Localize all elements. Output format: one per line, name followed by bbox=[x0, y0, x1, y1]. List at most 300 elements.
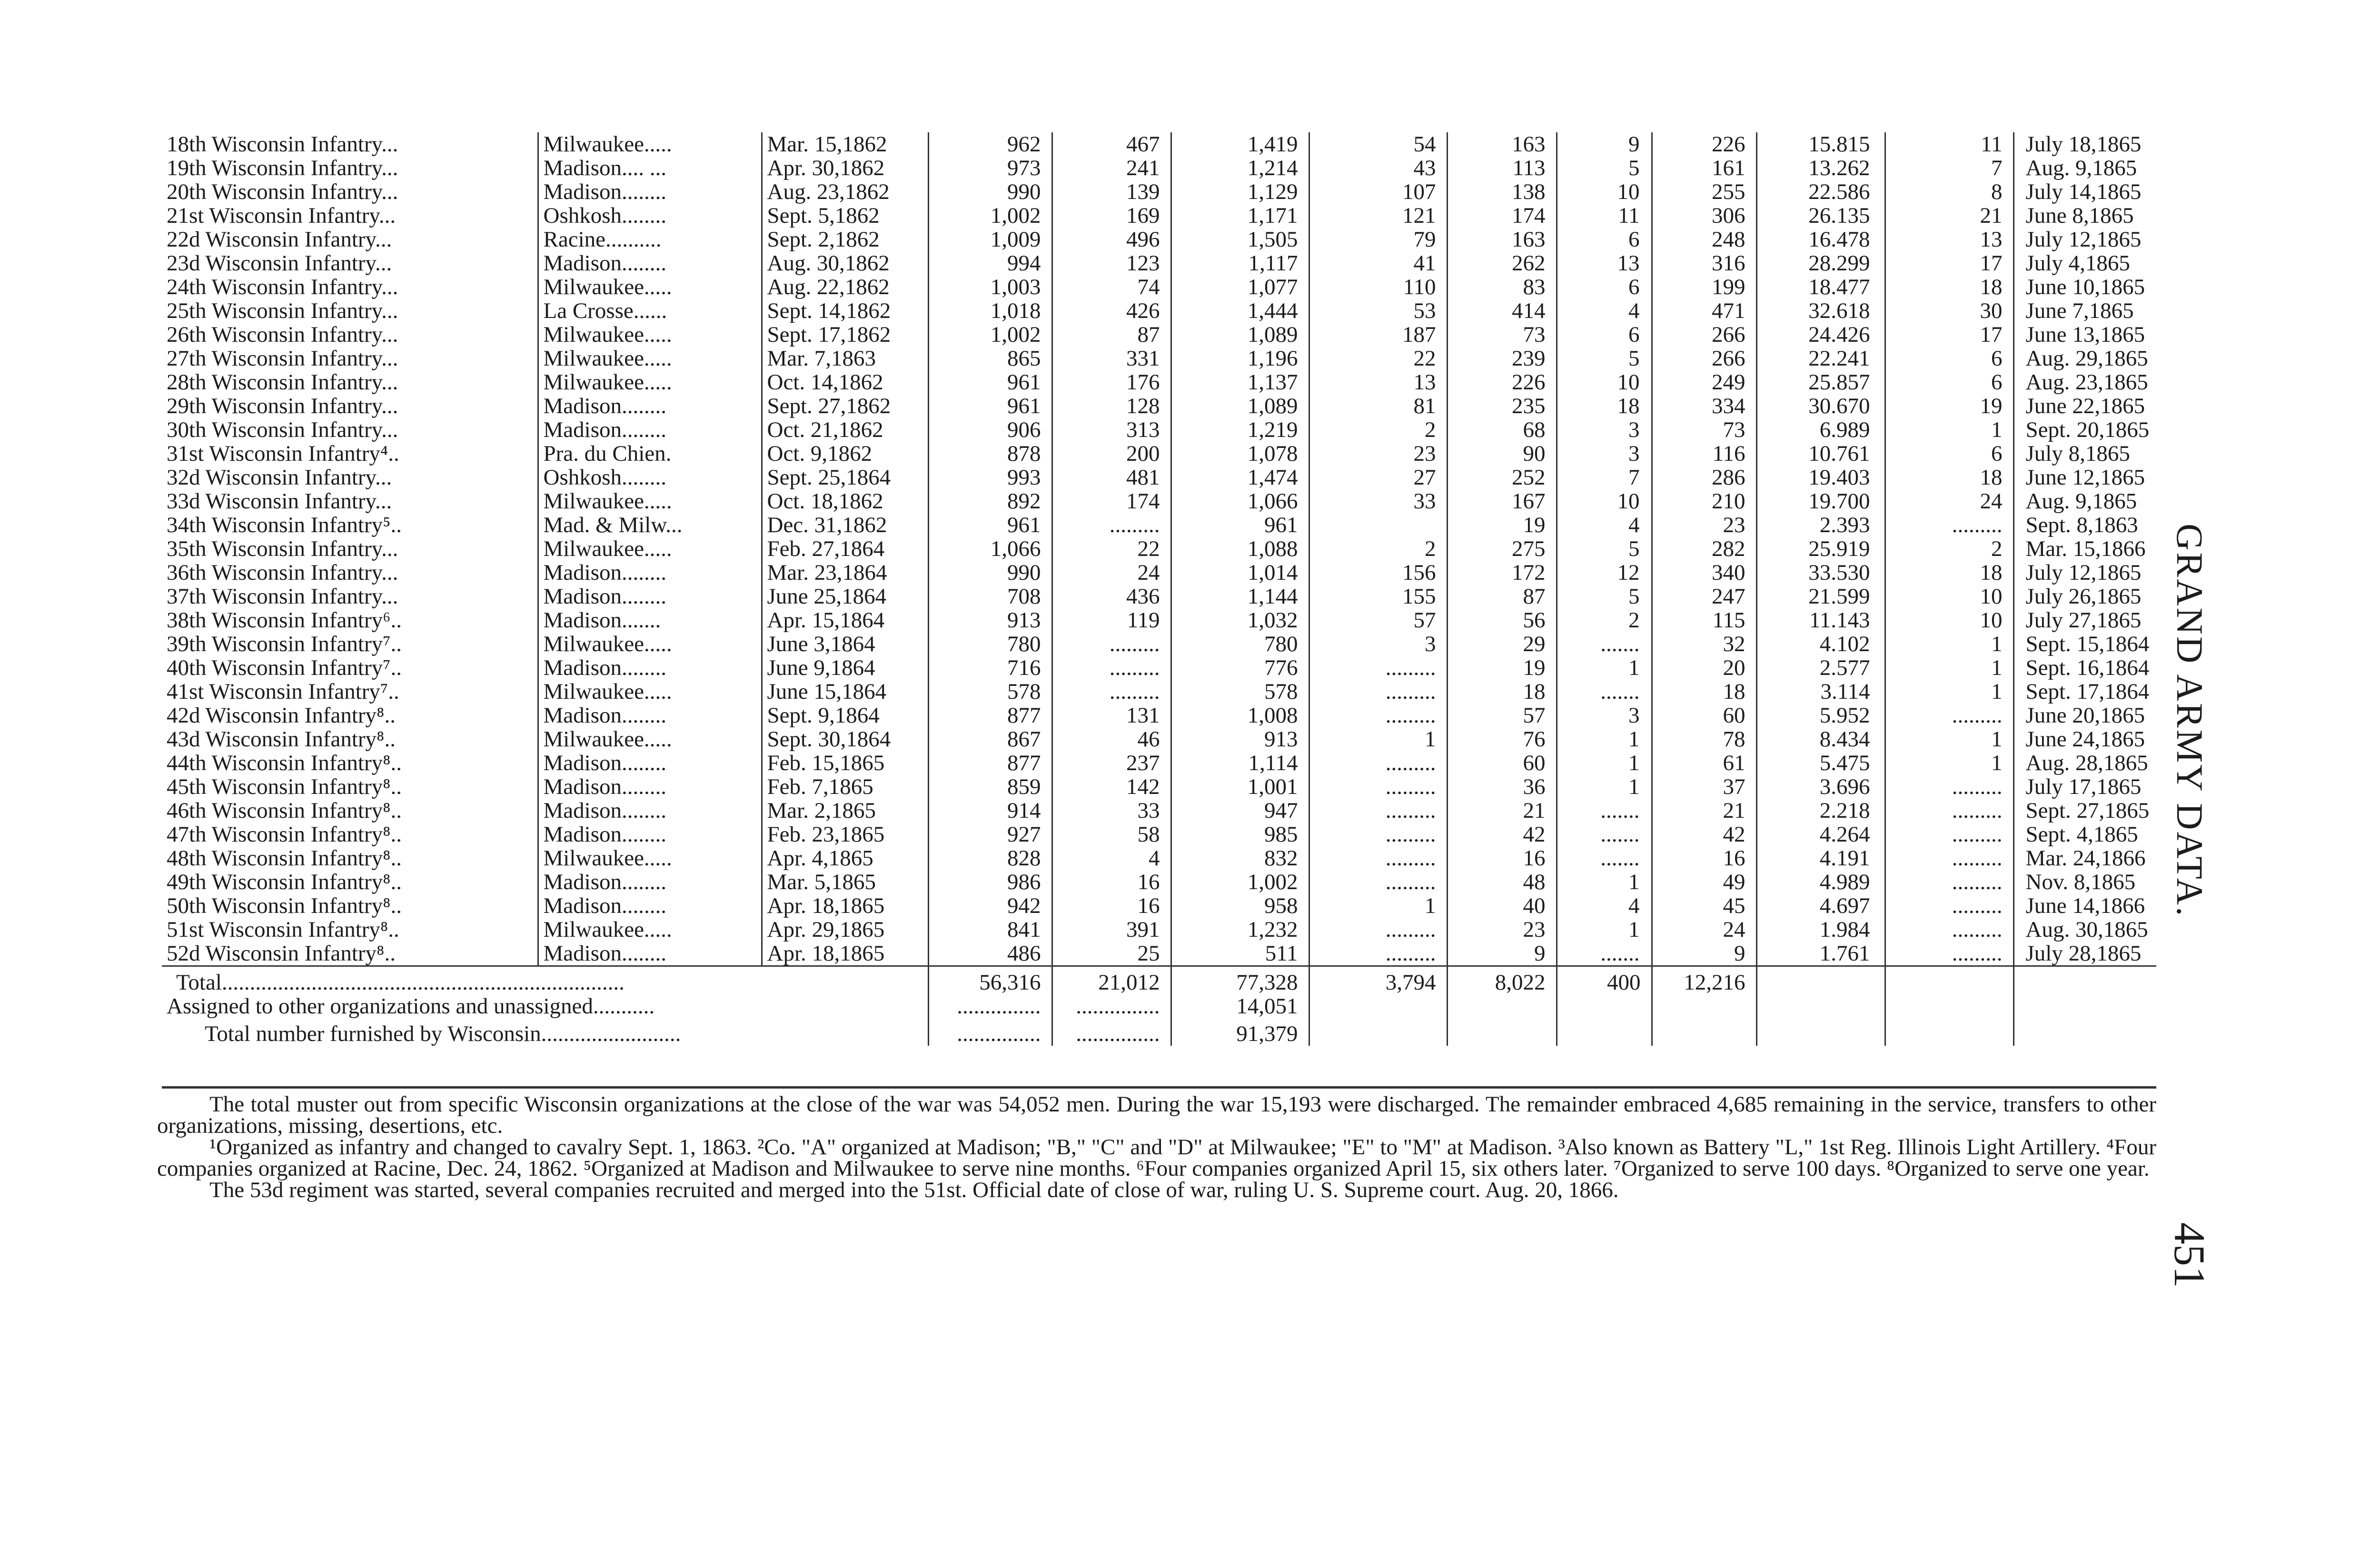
table-row bbox=[162, 751, 2156, 775]
col-6-cell: 1,002 bbox=[1171, 870, 1309, 894]
total-cell: 77,328 bbox=[1171, 966, 1309, 995]
col-6-cell: 1,444 bbox=[1171, 299, 1309, 323]
col-12-cell: 10 bbox=[1885, 608, 2013, 632]
col-4-cell: 990 bbox=[928, 561, 1052, 585]
col-8-cell: 90 bbox=[1447, 442, 1557, 466]
assigned-dots: ............... bbox=[1052, 994, 1171, 1018]
col-7-cell: 3 bbox=[1309, 632, 1447, 656]
regiment-name-cell: 32d Wisconsin Infantry... bbox=[167, 466, 392, 489]
date-closed-cell: June 22,1865 bbox=[2013, 394, 2156, 418]
table-row bbox=[162, 941, 2156, 966]
col-4-cell: 913 bbox=[928, 608, 1052, 632]
col-12-cell: 1 bbox=[1885, 680, 2013, 704]
col-6-cell: 1,001 bbox=[1171, 775, 1309, 799]
date-closed-cell: June 24,1865 bbox=[2013, 727, 2156, 751]
col-6-cell: 1,032 bbox=[1171, 608, 1309, 632]
date-closed-cell: Aug. 29,1865 bbox=[2013, 347, 2156, 370]
col-11-cell: 4.264 bbox=[1756, 823, 1885, 846]
place-organized-cell: Milwaukee..... bbox=[538, 918, 762, 941]
col-12-cell: ......... bbox=[1885, 704, 2013, 727]
place-organized-cell: Madison........ bbox=[538, 418, 762, 442]
date-organized-cell: Apr. 18,1865 bbox=[762, 894, 928, 918]
date-closed-cell: Aug. 30,1865 bbox=[2013, 918, 2156, 941]
col-5-cell: 123 bbox=[1052, 251, 1171, 275]
col-7-cell: 54 bbox=[1309, 132, 1447, 156]
col-8-cell: 29 bbox=[1447, 632, 1557, 656]
table-row bbox=[162, 323, 2156, 347]
place-organized-cell: Madison........ bbox=[538, 585, 762, 608]
furnished-label: Total number furnished by Wisconsin......................... bbox=[205, 1021, 681, 1046]
col-11-cell: 4.989 bbox=[1756, 870, 1885, 894]
col-10-cell: 199 bbox=[1652, 275, 1756, 299]
col-5-cell: 16 bbox=[1052, 870, 1171, 894]
total-cell: 12,216 bbox=[1652, 966, 1756, 995]
col-11-cell: 5.475 bbox=[1756, 751, 1885, 775]
col-8-cell: 18 bbox=[1447, 680, 1557, 704]
place-organized-cell: Madison........ bbox=[538, 394, 762, 418]
col-11-cell: 2.577 bbox=[1756, 656, 1885, 680]
col-8-cell: 87 bbox=[1447, 585, 1557, 608]
place-organized-cell: Milwaukee..... bbox=[538, 132, 762, 156]
table-row bbox=[162, 156, 2156, 180]
col-4-cell: 867 bbox=[928, 727, 1052, 751]
col-7-cell: 1 bbox=[1309, 894, 1447, 918]
date-organized-cell: Sept. 25,1864 bbox=[762, 466, 928, 489]
date-organized-cell: Feb. 15,1865 bbox=[762, 751, 928, 775]
col-6-cell: 1,114 bbox=[1171, 751, 1309, 775]
total-cell: 3,794 bbox=[1309, 966, 1447, 995]
regiment-name-cell: 48th Wisconsin Infantry⁸.. bbox=[167, 846, 402, 870]
col-11-cell: 13.262 bbox=[1756, 156, 1885, 180]
regiments-table bbox=[162, 132, 2156, 1046]
col-4-cell: 841 bbox=[928, 918, 1052, 941]
col-8-cell: 163 bbox=[1447, 228, 1557, 251]
regiment-name-cell: 46th Wisconsin Infantry⁸.. bbox=[167, 799, 402, 823]
col-7-cell: 41 bbox=[1309, 251, 1447, 275]
col-8-cell: 73 bbox=[1447, 323, 1557, 347]
col-5-cell: 331 bbox=[1052, 347, 1171, 370]
col-4-cell: 708 bbox=[928, 585, 1052, 608]
col-9-cell: 3 bbox=[1557, 418, 1652, 442]
date-organized-cell: June 25,1864 bbox=[762, 585, 928, 608]
col-10-cell: 282 bbox=[1652, 537, 1756, 561]
table-row bbox=[162, 442, 2156, 466]
date-organized-cell: June 3,1864 bbox=[762, 632, 928, 656]
col-8-cell: 275 bbox=[1447, 537, 1557, 561]
col-12-cell: ......... bbox=[1885, 823, 2013, 846]
col-10-cell: 32 bbox=[1652, 632, 1756, 656]
col-8-cell: 83 bbox=[1447, 275, 1557, 299]
col-10-cell: 9 bbox=[1652, 941, 1756, 966]
col-8-cell: 23 bbox=[1447, 918, 1557, 941]
table-row bbox=[162, 466, 2156, 489]
table-row bbox=[162, 727, 2156, 751]
date-organized-cell: June 15,1864 bbox=[762, 680, 928, 704]
col-9-cell: ....... bbox=[1557, 680, 1652, 704]
col-7-cell: 13 bbox=[1309, 370, 1447, 394]
col-7-cell: 33 bbox=[1309, 489, 1447, 513]
col-9-cell: 6 bbox=[1557, 275, 1652, 299]
empty-cell bbox=[1885, 966, 2013, 995]
col-4-cell: 828 bbox=[928, 846, 1052, 870]
date-organized-cell: Dec. 31,1862 bbox=[762, 513, 928, 537]
col-4-cell: 1,066 bbox=[928, 537, 1052, 561]
regiment-name-cell: 22d Wisconsin Infantry... bbox=[167, 228, 392, 251]
place-organized-cell: Mad. & Milw... bbox=[538, 513, 762, 537]
col-9-cell: 1 bbox=[1557, 727, 1652, 751]
empty-cell bbox=[1885, 1018, 2013, 1046]
date-closed-cell: July 26,1865 bbox=[2013, 585, 2156, 608]
col-12-cell: ......... bbox=[1885, 799, 2013, 823]
regiment-name-cell: 23d Wisconsin Infantry... bbox=[167, 251, 392, 275]
regiment-name-cell: 34th Wisconsin Infantry⁵.. bbox=[167, 513, 402, 537]
table-row bbox=[162, 799, 2156, 823]
col-4-cell: 1,002 bbox=[928, 323, 1052, 347]
col-12-cell: 18 bbox=[1885, 466, 2013, 489]
date-organized-cell: Mar. 23,1864 bbox=[762, 561, 928, 585]
col-7-cell: ......... bbox=[1309, 656, 1447, 680]
regiment-name-cell: 37th Wisconsin Infantry... bbox=[167, 585, 398, 608]
regiment-name-cell: 36th Wisconsin Infantry... bbox=[167, 561, 398, 585]
col-12-cell: 7 bbox=[1885, 156, 2013, 180]
col-4-cell: 942 bbox=[928, 894, 1052, 918]
date-organized-cell: Sept. 9,1864 bbox=[762, 704, 928, 727]
col-12-cell: 17 bbox=[1885, 323, 2013, 347]
col-9-cell: 1 bbox=[1557, 775, 1652, 799]
date-closed-cell: Aug. 9,1865 bbox=[2013, 156, 2156, 180]
col-7-cell: ......... bbox=[1309, 870, 1447, 894]
col-4-cell: 486 bbox=[928, 941, 1052, 966]
empty-cell bbox=[1447, 994, 1557, 1018]
place-organized-cell: Milwaukee..... bbox=[538, 370, 762, 394]
date-organized-cell: Oct. 18,1862 bbox=[762, 489, 928, 513]
col-12-cell: 1 bbox=[1885, 418, 2013, 442]
table-row bbox=[162, 846, 2156, 870]
col-8-cell: 172 bbox=[1447, 561, 1557, 585]
col-6-cell: 1,232 bbox=[1171, 918, 1309, 941]
col-9-cell: 5 bbox=[1557, 347, 1652, 370]
place-organized-cell: Oshkosh........ bbox=[538, 466, 762, 489]
table-row bbox=[162, 608, 2156, 632]
col-9-cell: 18 bbox=[1557, 394, 1652, 418]
col-11-cell: 8.434 bbox=[1756, 727, 1885, 751]
col-7-cell: 1 bbox=[1309, 727, 1447, 751]
col-4-cell: 578 bbox=[928, 680, 1052, 704]
col-11-cell: 2.393 bbox=[1756, 513, 1885, 537]
col-12-cell: 6 bbox=[1885, 442, 2013, 466]
date-closed-cell: July 18,1865 bbox=[2013, 132, 2156, 156]
date-closed-cell: Sept. 15,1864 bbox=[2013, 632, 2156, 656]
furnished-row bbox=[162, 1018, 2156, 1046]
col-12-cell: ......... bbox=[1885, 894, 2013, 918]
place-organized-cell: Racine.......... bbox=[538, 228, 762, 251]
col-8-cell: 174 bbox=[1447, 204, 1557, 228]
col-10-cell: 60 bbox=[1652, 704, 1756, 727]
col-12-cell: 1 bbox=[1885, 656, 2013, 680]
col-7-cell: 27 bbox=[1309, 466, 1447, 489]
date-closed-cell: June 13,1865 bbox=[2013, 323, 2156, 347]
col-7-cell: ......... bbox=[1309, 799, 1447, 823]
col-4-cell: 994 bbox=[928, 251, 1052, 275]
table-row bbox=[162, 370, 2156, 394]
table-row bbox=[162, 680, 2156, 704]
col-4-cell: 878 bbox=[928, 442, 1052, 466]
date-organized-cell: Oct. 14,1862 bbox=[762, 370, 928, 394]
col-10-cell: 210 bbox=[1652, 489, 1756, 513]
date-closed-cell: July 12,1865 bbox=[2013, 228, 2156, 251]
date-closed-cell: Mar. 24,1866 bbox=[2013, 846, 2156, 870]
date-organized-cell: Oct. 9,1862 bbox=[762, 442, 928, 466]
col-8-cell: 36 bbox=[1447, 775, 1557, 799]
table-row bbox=[162, 632, 2156, 656]
date-closed-cell: July 8,1865 bbox=[2013, 442, 2156, 466]
empty-cell bbox=[1652, 994, 1756, 1018]
regiment-name-cell: 43d Wisconsin Infantry⁸.. bbox=[167, 727, 396, 751]
regiment-name-cell: 41st Wisconsin Infantry⁷.. bbox=[167, 680, 399, 704]
col-6-cell: 1,088 bbox=[1171, 537, 1309, 561]
col-7-cell: ......... bbox=[1309, 918, 1447, 941]
regiment-name-cell: 42d Wisconsin Infantry⁸.. bbox=[167, 704, 396, 727]
date-organized-cell: Sept. 14,1862 bbox=[762, 299, 928, 323]
date-closed-cell: June 14,1866 bbox=[2013, 894, 2156, 918]
col-10-cell: 21 bbox=[1652, 799, 1756, 823]
place-organized-cell: Madison........ bbox=[538, 251, 762, 275]
regiment-name-cell: 33d Wisconsin Infantry... bbox=[167, 489, 392, 513]
col-10-cell: 161 bbox=[1652, 156, 1756, 180]
date-organized-cell: Aug. 22,1862 bbox=[762, 275, 928, 299]
place-organized-cell: Milwaukee..... bbox=[538, 537, 762, 561]
table-row bbox=[162, 656, 2156, 680]
empty-cell bbox=[2013, 994, 2156, 1018]
col-6-cell: 947 bbox=[1171, 799, 1309, 823]
place-organized-cell: Milwaukee..... bbox=[538, 489, 762, 513]
page-number: 451 bbox=[2165, 1222, 2214, 1288]
col-11-cell: 16.478 bbox=[1756, 228, 1885, 251]
date-organized-cell: Apr. 18,1865 bbox=[762, 941, 928, 966]
col-5-cell: 174 bbox=[1052, 489, 1171, 513]
col-10-cell: 255 bbox=[1652, 180, 1756, 204]
col-11-cell: 11.143 bbox=[1756, 608, 1885, 632]
table-row bbox=[162, 275, 2156, 299]
total-cell: 21,012 bbox=[1052, 966, 1171, 995]
date-closed-cell: Sept. 4,1865 bbox=[2013, 823, 2156, 846]
empty-cell bbox=[1309, 994, 1447, 1018]
col-11-cell: 18.477 bbox=[1756, 275, 1885, 299]
date-organized-cell: Oct. 21,1862 bbox=[762, 418, 928, 442]
footnote-summary: The total muster out from specific Wisconsin organizations at the close of the war was 54,052 men. During the war 15,193 were discharged. The remainder embraced 4,685 remaining in the service, transfers to other organizations, missing, desertions, etc. bbox=[157, 1092, 2156, 1138]
place-organized-cell: Milwaukee..... bbox=[538, 680, 762, 704]
date-organized-cell: Apr. 4,1865 bbox=[762, 846, 928, 870]
col-4-cell: 877 bbox=[928, 751, 1052, 775]
regiment-name-cell: 26th Wisconsin Infantry... bbox=[167, 323, 398, 347]
col-12-cell: 13 bbox=[1885, 228, 2013, 251]
col-4-cell: 716 bbox=[928, 656, 1052, 680]
col-7-cell: 155 bbox=[1309, 585, 1447, 608]
col-8-cell: 163 bbox=[1447, 132, 1557, 156]
col-4-cell: 892 bbox=[928, 489, 1052, 513]
table-row bbox=[162, 870, 2156, 894]
date-organized-cell: Apr. 30,1862 bbox=[762, 156, 928, 180]
col-6-cell: 1,077 bbox=[1171, 275, 1309, 299]
col-11-cell: 6.989 bbox=[1756, 418, 1885, 442]
col-10-cell: 23 bbox=[1652, 513, 1756, 537]
empty-cell bbox=[1557, 994, 1652, 1018]
regiment-name-cell: 50th Wisconsin Infantry⁸.. bbox=[167, 894, 402, 918]
col-4-cell: 962 bbox=[928, 132, 1052, 156]
col-9-cell: 10 bbox=[1557, 489, 1652, 513]
table-row bbox=[162, 204, 2156, 228]
col-9-cell: 1 bbox=[1557, 870, 1652, 894]
col-8-cell: 48 bbox=[1447, 870, 1557, 894]
regiment-name-cell: 18th Wisconsin Infantry... bbox=[167, 132, 398, 156]
col-11-cell: 22.586 bbox=[1756, 180, 1885, 204]
col-9-cell: 10 bbox=[1557, 180, 1652, 204]
col-7-cell bbox=[1309, 513, 1447, 537]
footnote-divider bbox=[162, 1086, 2156, 1089]
date-closed-cell: July 27,1865 bbox=[2013, 608, 2156, 632]
col-9-cell: 5 bbox=[1557, 585, 1652, 608]
col-10-cell: 247 bbox=[1652, 585, 1756, 608]
col-8-cell: 252 bbox=[1447, 466, 1557, 489]
col-5-cell: 176 bbox=[1052, 370, 1171, 394]
table-row bbox=[162, 585, 2156, 608]
col-10-cell: 266 bbox=[1652, 323, 1756, 347]
place-organized-cell: Milwaukee..... bbox=[538, 846, 762, 870]
col-12-cell: 1 bbox=[1885, 727, 2013, 751]
date-closed-cell: Sept. 16,1864 bbox=[2013, 656, 2156, 680]
col-7-cell: 2 bbox=[1309, 418, 1447, 442]
col-7-cell: ......... bbox=[1309, 680, 1447, 704]
date-closed-cell: Sept. 20,1865 bbox=[2013, 418, 2156, 442]
date-organized-cell: Apr. 15,1864 bbox=[762, 608, 928, 632]
col-9-cell: 2 bbox=[1557, 608, 1652, 632]
col-11-cell: 4.697 bbox=[1756, 894, 1885, 918]
table-row bbox=[162, 489, 2156, 513]
col-10-cell: 306 bbox=[1652, 204, 1756, 228]
date-organized-cell: Sept. 27,1862 bbox=[762, 394, 928, 418]
col-5-cell: 33 bbox=[1052, 799, 1171, 823]
place-organized-cell: Milwaukee..... bbox=[538, 323, 762, 347]
date-closed-cell: Aug. 9,1865 bbox=[2013, 489, 2156, 513]
col-5-cell: ......... bbox=[1052, 632, 1171, 656]
date-closed-cell: June 8,1865 bbox=[2013, 204, 2156, 228]
col-6-cell: 1,117 bbox=[1171, 251, 1309, 275]
col-7-cell: 57 bbox=[1309, 608, 1447, 632]
col-10-cell: 266 bbox=[1652, 347, 1756, 370]
col-11-cell: 26.135 bbox=[1756, 204, 1885, 228]
col-6-cell: 1,214 bbox=[1171, 156, 1309, 180]
col-8-cell: 262 bbox=[1447, 251, 1557, 275]
col-6-cell: 1,474 bbox=[1171, 466, 1309, 489]
col-12-cell: 18 bbox=[1885, 561, 2013, 585]
empty-cell bbox=[2013, 966, 2156, 995]
col-5-cell: 58 bbox=[1052, 823, 1171, 846]
col-9-cell: 4 bbox=[1557, 894, 1652, 918]
table-row bbox=[162, 132, 2156, 156]
col-5-cell: 25 bbox=[1052, 941, 1171, 966]
col-11-cell: 3.114 bbox=[1756, 680, 1885, 704]
col-7-cell: 53 bbox=[1309, 299, 1447, 323]
col-8-cell: 9 bbox=[1447, 941, 1557, 966]
col-7-cell: ......... bbox=[1309, 941, 1447, 966]
col-11-cell: 1.984 bbox=[1756, 918, 1885, 941]
col-10-cell: 334 bbox=[1652, 394, 1756, 418]
regiment-name-cell: 35th Wisconsin Infantry... bbox=[167, 537, 398, 561]
place-organized-cell: Madison........ bbox=[538, 751, 762, 775]
table-row bbox=[162, 561, 2156, 585]
place-organized-cell: La Crosse...... bbox=[538, 299, 762, 323]
col-10-cell: 42 bbox=[1652, 823, 1756, 846]
place-organized-cell: Madison........ bbox=[538, 894, 762, 918]
col-6-cell: 985 bbox=[1171, 823, 1309, 846]
table-row bbox=[162, 775, 2156, 799]
empty-cell bbox=[1756, 994, 1885, 1018]
col-9-cell: 10 bbox=[1557, 370, 1652, 394]
empty-cell bbox=[1652, 1018, 1756, 1046]
date-closed-cell: June 20,1865 bbox=[2013, 704, 2156, 727]
col-12-cell: 24 bbox=[1885, 489, 2013, 513]
col-9-cell: 13 bbox=[1557, 251, 1652, 275]
col-5-cell: 4 bbox=[1052, 846, 1171, 870]
col-11-cell: 1.761 bbox=[1756, 941, 1885, 966]
date-organized-cell: Apr. 29,1865 bbox=[762, 918, 928, 941]
col-6-cell: 776 bbox=[1171, 656, 1309, 680]
col-8-cell: 226 bbox=[1447, 370, 1557, 394]
col-12-cell: ......... bbox=[1885, 513, 2013, 537]
col-10-cell: 248 bbox=[1652, 228, 1756, 251]
col-6-cell: 578 bbox=[1171, 680, 1309, 704]
col-7-cell: 110 bbox=[1309, 275, 1447, 299]
col-6-cell: 1,137 bbox=[1171, 370, 1309, 394]
col-10-cell: 115 bbox=[1652, 608, 1756, 632]
table-row bbox=[162, 228, 2156, 251]
col-12-cell: 1 bbox=[1885, 632, 2013, 656]
col-4-cell: 961 bbox=[928, 394, 1052, 418]
place-organized-cell: Madison........ bbox=[538, 799, 762, 823]
col-10-cell: 316 bbox=[1652, 251, 1756, 275]
col-12-cell: 11 bbox=[1885, 132, 2013, 156]
col-8-cell: 68 bbox=[1447, 418, 1557, 442]
regiment-name-cell: 19th Wisconsin Infantry... bbox=[167, 156, 398, 180]
col-8-cell: 113 bbox=[1447, 156, 1557, 180]
col-7-cell: 187 bbox=[1309, 323, 1447, 347]
date-organized-cell: Aug. 30,1862 bbox=[762, 251, 928, 275]
col-12-cell: 30 bbox=[1885, 299, 2013, 323]
place-organized-cell: Madison........ bbox=[538, 656, 762, 680]
col-5-cell: 481 bbox=[1052, 466, 1171, 489]
date-closed-cell: Sept. 8,1863 bbox=[2013, 513, 2156, 537]
col-9-cell: 9 bbox=[1557, 132, 1652, 156]
col-8-cell: 16 bbox=[1447, 846, 1557, 870]
col-8-cell: 40 bbox=[1447, 894, 1557, 918]
col-9-cell: 12 bbox=[1557, 561, 1652, 585]
col-10-cell: 116 bbox=[1652, 442, 1756, 466]
col-9-cell: 1 bbox=[1557, 656, 1652, 680]
date-organized-cell: Feb. 23,1865 bbox=[762, 823, 928, 846]
col-5-cell: 237 bbox=[1052, 751, 1171, 775]
col-11-cell: 21.599 bbox=[1756, 585, 1885, 608]
col-10-cell: 61 bbox=[1652, 751, 1756, 775]
col-4-cell: 906 bbox=[928, 418, 1052, 442]
col-12-cell: 6 bbox=[1885, 347, 2013, 370]
col-7-cell: ......... bbox=[1309, 846, 1447, 870]
table-row bbox=[162, 894, 2156, 918]
date-closed-cell: June 7,1865 bbox=[2013, 299, 2156, 323]
assigned-value: 14,051 bbox=[1171, 994, 1309, 1018]
empty-cell bbox=[1756, 966, 1885, 995]
col-6-cell: 1,014 bbox=[1171, 561, 1309, 585]
place-organized-cell: Milwaukee..... bbox=[538, 275, 762, 299]
